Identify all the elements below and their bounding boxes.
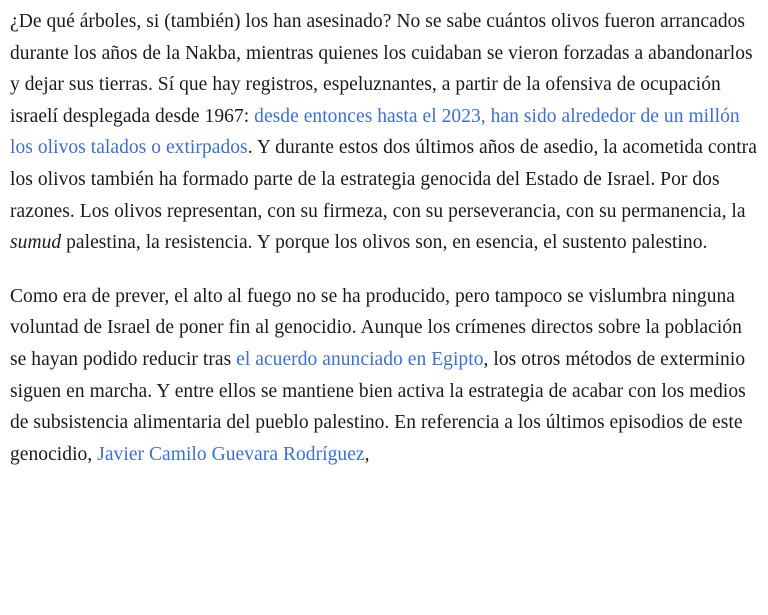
italic-term: sumud — [10, 232, 62, 254]
body-text: , — [364, 443, 370, 465]
paragraph — [10, 6, 758, 259]
inline-link[interactable]: desde entonces hasta el 2023, han sido alrededor de un millón los olivos talados o extirpados — [10, 105, 740, 159]
inline-link[interactable]: el acuerdo anunciado en Egipto — [236, 348, 484, 370]
body-text: , los otros métodos de exterminio siguen en marcha. Y entre ellos se mantiene bien activa la estrategia de acabar con los medios de subsistencia alimentaria del pueblo palestino. En referencia a los últimos episodios de este genocidio, — [10, 348, 746, 465]
paragraph — [10, 281, 758, 471]
inline-link[interactable]: Javier Camilo Guevara Rodríguez — [97, 443, 365, 465]
body-text: Como era de prever, el alto al fuego no se ha producido, pero tampoco se vislumbra ninguna voluntad de Israel de poner fin al genocidio. Aunque los crímenes directos sobre la población se hayan podido reducir tras — [10, 285, 742, 370]
body-text: . Y durante estos dos últimos años de asedio, la acometida contra los olivos también ha formado parte de la estrategia genocida del Estado de Israel. Por dos razones. Los olivos representan, con su firmeza, con su perseverancia, con su permanencia, la — [10, 137, 757, 222]
body-text: palestina, la resistencia. Y porque los olivos son, en esencia, el sustento palestino. — [61, 232, 708, 254]
body-text: ¿De qué árboles, si (también) los han asesinado? No se sabe cuántos olivos fueron arrancados durante los años de la Nakba, mientras quienes los cuidaban se vieron forzadas a abandonarlos y dejar sus tierras. Sí que hay registros, espeluznantes, a partir de la ofensiva de ocupación israelí desplegada desde 1967: — [10, 11, 753, 127]
